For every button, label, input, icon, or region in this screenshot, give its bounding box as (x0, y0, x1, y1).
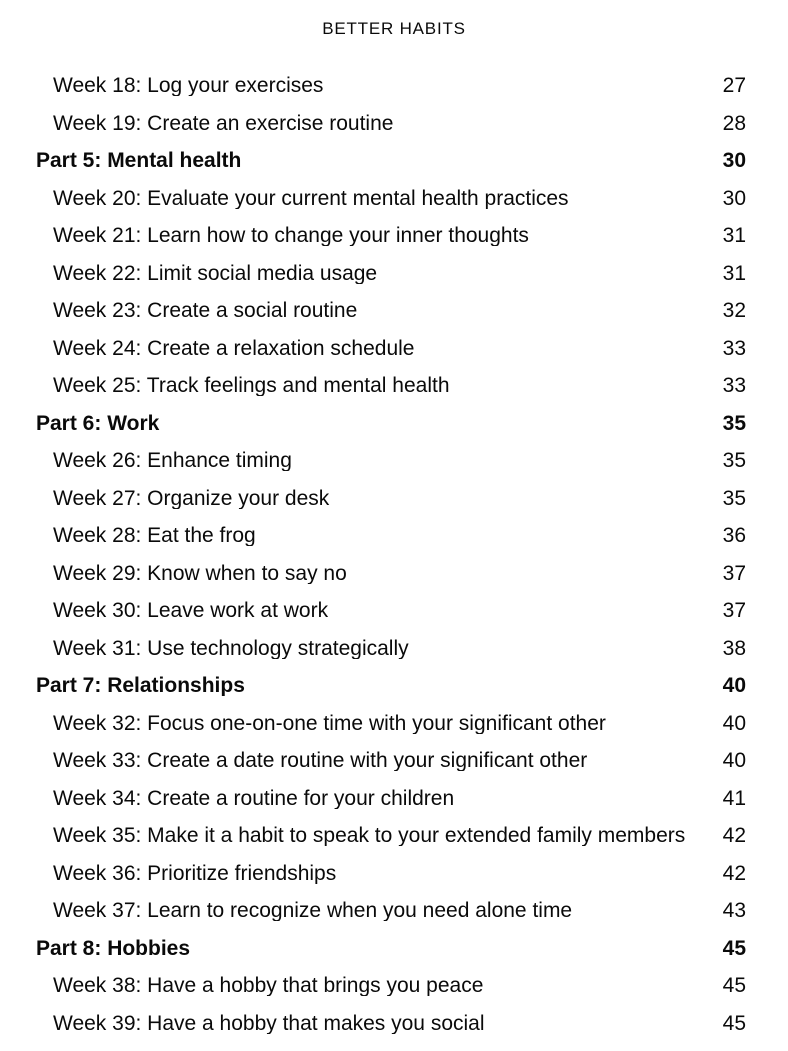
toc-week-entry-row (36, 855, 746, 893)
toc-entry-page-number: 45 (722, 974, 746, 998)
toc-entry-page-number: 37 (722, 599, 746, 623)
toc-entry-label: Week 27: Organize your desk (53, 487, 330, 509)
toc-part-heading-row (36, 405, 746, 443)
toc-entry-page-number: 36 (722, 524, 746, 548)
toc-week-entry-row (36, 330, 746, 368)
toc-entry-label: Week 29: Know when to say no (53, 562, 347, 584)
toc-entry-label: Part 6: Work (36, 412, 160, 434)
toc-entry-page-number: 37 (722, 561, 746, 585)
toc-entry-label: Part 7: Relationships (36, 675, 245, 697)
toc-entry-page-number: 33 (722, 374, 746, 398)
toc-entry-page-number: 28 (722, 111, 746, 135)
toc-entry-label: Week 30: Leave work at work (53, 600, 329, 622)
toc-week-entry-row (36, 967, 746, 1005)
toc-entry-label: Week 22: Limit social media usage (53, 262, 378, 284)
toc-entry-page-number: 31 (722, 224, 746, 248)
toc-week-entry-row (36, 292, 746, 330)
toc-part-heading-row (36, 930, 746, 968)
toc-week-entry-row (36, 67, 746, 105)
toc-entry-page-number: 35 (722, 449, 746, 473)
toc-entry-page-number: 40 (722, 711, 746, 735)
toc-week-entry-row (36, 780, 746, 818)
toc-entry-label: Week 24: Create a relaxation schedule (53, 337, 415, 359)
toc-part-heading-row (36, 142, 746, 180)
toc-week-entry-row (36, 555, 746, 593)
toc-week-entry-row (36, 817, 746, 855)
toc-entry-page-number: 32 (722, 299, 746, 323)
toc-entry-label: Week 18: Log your exercises (53, 75, 324, 97)
toc-week-entry-row (36, 442, 746, 480)
toc-entry-label: Week 35: Make it a habit to speak to your extended family members (53, 825, 686, 847)
toc-entry-label: Week 34: Create a routine for your children (53, 787, 455, 809)
toc-entry-page-number: 30 (722, 149, 746, 173)
toc-entry-page-number: 41 (722, 786, 746, 810)
toc-entry-label: Week 23: Create a social routine (53, 300, 358, 322)
toc-entry-page-number: 42 (722, 861, 746, 885)
toc-week-entry-row (36, 592, 746, 630)
toc-entry-label: Week 20: Evaluate your current mental health practices (53, 187, 569, 209)
toc-entry-page-number: 40 (722, 674, 746, 698)
toc-week-entry-row (36, 255, 746, 293)
toc-entry-label: Week 32: Focus one-on-one time with your significant other (53, 712, 606, 734)
toc-entry-page-number: 33 (722, 336, 746, 360)
toc-week-entry-row (36, 630, 746, 668)
toc-entry-label: Week 36: Prioritize friendships (53, 862, 337, 884)
toc-week-entry-row (36, 742, 746, 780)
table-of-contents (0, 67, 788, 1042)
toc-entry-label: Week 19: Create an exercise routine (53, 112, 394, 134)
toc-entry-page-number: 45 (722, 1011, 746, 1035)
toc-entry-label: Week 31: Use technology strategically (53, 637, 409, 659)
toc-week-entry-row (36, 217, 746, 255)
toc-entry-label: Week 21: Learn how to change your inner thoughts (53, 225, 529, 247)
toc-week-entry-row (36, 480, 746, 518)
toc-entry-page-number: 35 (722, 486, 746, 510)
toc-entry-page-number: 27 (722, 74, 746, 98)
toc-entry-page-number: 40 (722, 749, 746, 773)
toc-entry-label: Week 33: Create a date routine with your significant other (53, 750, 588, 772)
toc-entry-label: Week 37: Learn to recognize when you need alone time (53, 900, 573, 922)
toc-entry-label: Part 8: Hobbies (36, 937, 191, 959)
toc-entry-page-number: 30 (722, 186, 746, 210)
toc-entry-label: Week 26: Enhance timing (53, 450, 292, 472)
toc-week-entry-row (36, 1005, 746, 1043)
document-running-header-title: BETTER HABITS (322, 19, 466, 38)
toc-entry-label: Week 25: Track feelings and mental health (53, 375, 450, 397)
toc-entry-label: Week 39: Have a hobby that makes you social (53, 1012, 485, 1034)
toc-part-heading-row (36, 667, 746, 705)
toc-entry-label: Part 5: Mental health (36, 150, 242, 172)
toc-entry-label: Week 38: Have a hobby that brings you peace (53, 975, 484, 997)
toc-week-entry-row (36, 367, 746, 405)
toc-week-entry-row (36, 180, 746, 218)
toc-week-entry-row (36, 892, 746, 930)
toc-week-entry-row (36, 517, 746, 555)
toc-week-entry-row (36, 705, 746, 743)
toc-entry-page-number: 31 (722, 261, 746, 285)
toc-week-entry-row (36, 105, 746, 143)
toc-entry-page-number: 43 (722, 899, 746, 923)
toc-entry-page-number: 45 (722, 936, 746, 960)
toc-entry-page-number: 42 (722, 824, 746, 848)
toc-entry-page-number: 35 (722, 411, 746, 435)
toc-entry-page-number: 38 (722, 636, 746, 660)
toc-entry-label: Week 28: Eat the frog (53, 525, 256, 547)
